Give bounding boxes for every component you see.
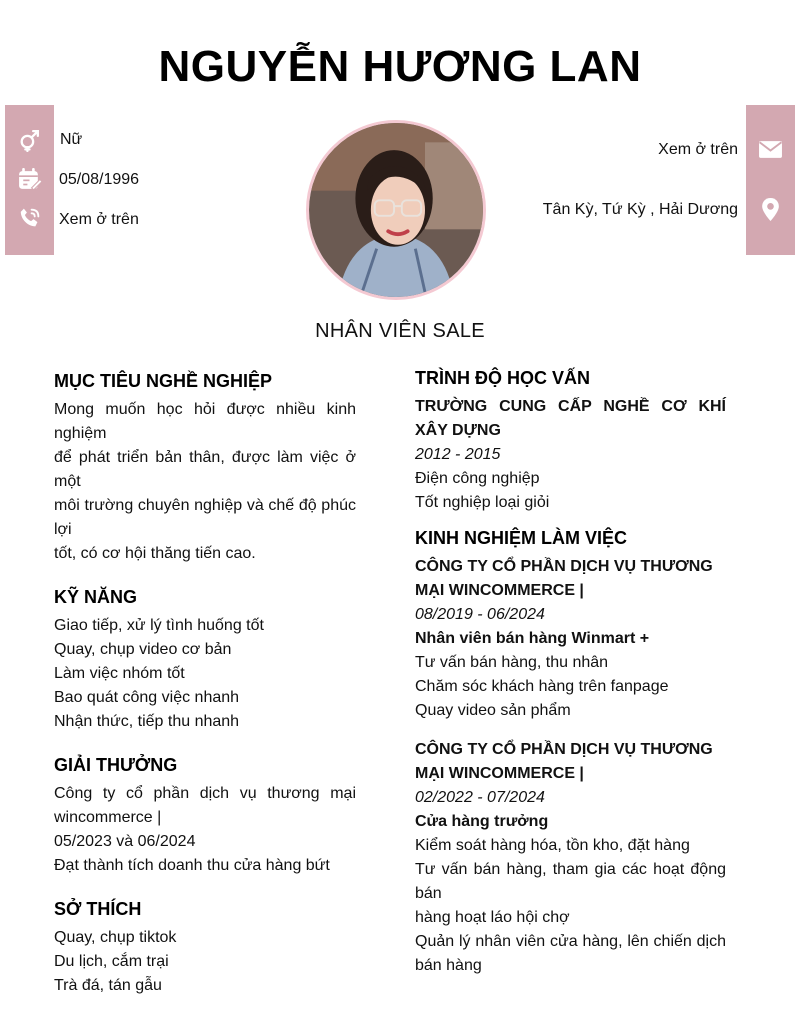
hobbies-list bbox=[54, 926, 356, 998]
skill-item: Nhận thức, tiếp thu nhanh bbox=[54, 713, 240, 730]
objective-text bbox=[54, 398, 356, 566]
awards-title: GIẢI THƯỞNG bbox=[54, 755, 178, 775]
calendar-icon bbox=[17, 167, 42, 192]
skill-item: Bao quát công việc nhanh bbox=[54, 689, 240, 706]
experience-duty: Tư vấn bán hàng, thu nhân bbox=[415, 654, 609, 671]
experience-company: CÔNG TY CỔ PHẦN DỊCH VỤ THƯƠNG MẠI WINCOMMERCE | bbox=[415, 558, 713, 599]
education-result: Tốt nghiệp loại giỏi bbox=[415, 494, 550, 511]
experience-duty: hàng hoạt láo hội chợ bbox=[415, 909, 570, 926]
right-column bbox=[415, 365, 726, 978]
location-icon bbox=[758, 197, 783, 222]
experience-position: Nhân viên bán hàng Winmart + bbox=[415, 630, 650, 647]
experience-position: Cửa hàng trưởng bbox=[415, 813, 549, 830]
job-title: NHÂN VIÊN SALE bbox=[315, 320, 485, 342]
education-title: TRÌNH ĐỘ HỌC VẤN bbox=[415, 368, 590, 388]
education-school: TRƯỜNG CUNG CẤP NGHỀ CƠ KHÍ XÂY DỰNG bbox=[415, 398, 726, 439]
skill-item: Quay, chụp video cơ bản bbox=[54, 641, 232, 658]
experience-period: 08/2019 - 06/2024 bbox=[415, 606, 545, 623]
objective-line: Mong muốn học hỏi được nhiều kinh nghiệm bbox=[54, 401, 356, 442]
experience-period: 02/2022 - 07/2024 bbox=[415, 789, 545, 806]
experience-duty: Quản lý nhân viên cửa hàng, lên chiến dịch bán hàng bbox=[415, 933, 726, 974]
candidate-name: NGUYỄN HƯƠNG LAN bbox=[158, 42, 642, 91]
phone-value: Xem ở trên bbox=[59, 211, 139, 228]
award-line: 05/2023 và 06/2024 bbox=[54, 833, 196, 850]
education-period: 2012 - 2015 bbox=[415, 446, 501, 463]
phone-icon bbox=[17, 206, 42, 231]
experience-entry bbox=[415, 555, 726, 723]
objective-line: môi trường chuyên nghiệp và chế độ phúc lợi bbox=[54, 497, 356, 538]
avatar bbox=[306, 120, 486, 300]
hobby-item: Trà đá, tán gẫu bbox=[54, 977, 162, 994]
personal-info-icon-bar bbox=[5, 105, 54, 255]
gender-value: Nữ bbox=[60, 131, 83, 148]
education-major: Điện công nghiệp bbox=[415, 470, 540, 487]
skills-title: KỸ NĂNG bbox=[54, 587, 138, 607]
left-column bbox=[54, 368, 356, 998]
experience-duty: Chăm sóc khách hàng trên fanpage bbox=[415, 678, 669, 695]
objective-line: tốt, có cơ hội thăng tiến cao. bbox=[54, 545, 256, 562]
hobbies-title: SỞ THÍCH bbox=[54, 899, 142, 919]
experience-title: KINH NGHIỆM LÀM VIỆC bbox=[415, 528, 628, 548]
awards-text bbox=[54, 782, 356, 878]
experience-company: CÔNG TY CỔ PHẦN DỊCH VỤ THƯƠNG MẠI WINCOMMERCE | bbox=[415, 741, 713, 782]
experience-duty: Kiểm soát hàng hóa, tồn kho, đặt hàng bbox=[415, 837, 690, 854]
address-value: Tân Kỳ, Tứ Kỳ , Hải Dương bbox=[542, 201, 738, 218]
objective-title: MỤC TIÊU NGHỀ NGHIỆP bbox=[54, 371, 273, 391]
hobby-item: Du lịch, cắm trại bbox=[54, 953, 169, 970]
objective-line: để phát triển bản thân, được làm việc ở một bbox=[54, 449, 356, 490]
gender-icon bbox=[17, 127, 42, 152]
skills-list bbox=[54, 614, 356, 734]
birthday-value: 05/08/1996 bbox=[59, 171, 140, 188]
skill-item: Làm việc nhóm tốt bbox=[54, 665, 185, 682]
email-icon bbox=[758, 137, 783, 162]
experience-duty: Quay video sản phẩm bbox=[415, 702, 571, 719]
email-value: Xem ở trên bbox=[658, 141, 738, 158]
skill-item: Giao tiếp, xử lý tình huống tốt bbox=[54, 617, 264, 634]
experience-duty: Tư vấn bán hàng, tham gia các hoạt động bán bbox=[415, 861, 726, 902]
award-line: Đạt thành tích doanh thu cửa hàng bứt bbox=[54, 857, 330, 874]
award-line: Công ty cổ phần dịch vụ thương mại wincommerce | bbox=[54, 785, 356, 826]
hobby-item: Quay, chụp tiktok bbox=[54, 929, 177, 946]
contact-icon-bar bbox=[746, 105, 795, 255]
experience-entry bbox=[415, 738, 726, 978]
